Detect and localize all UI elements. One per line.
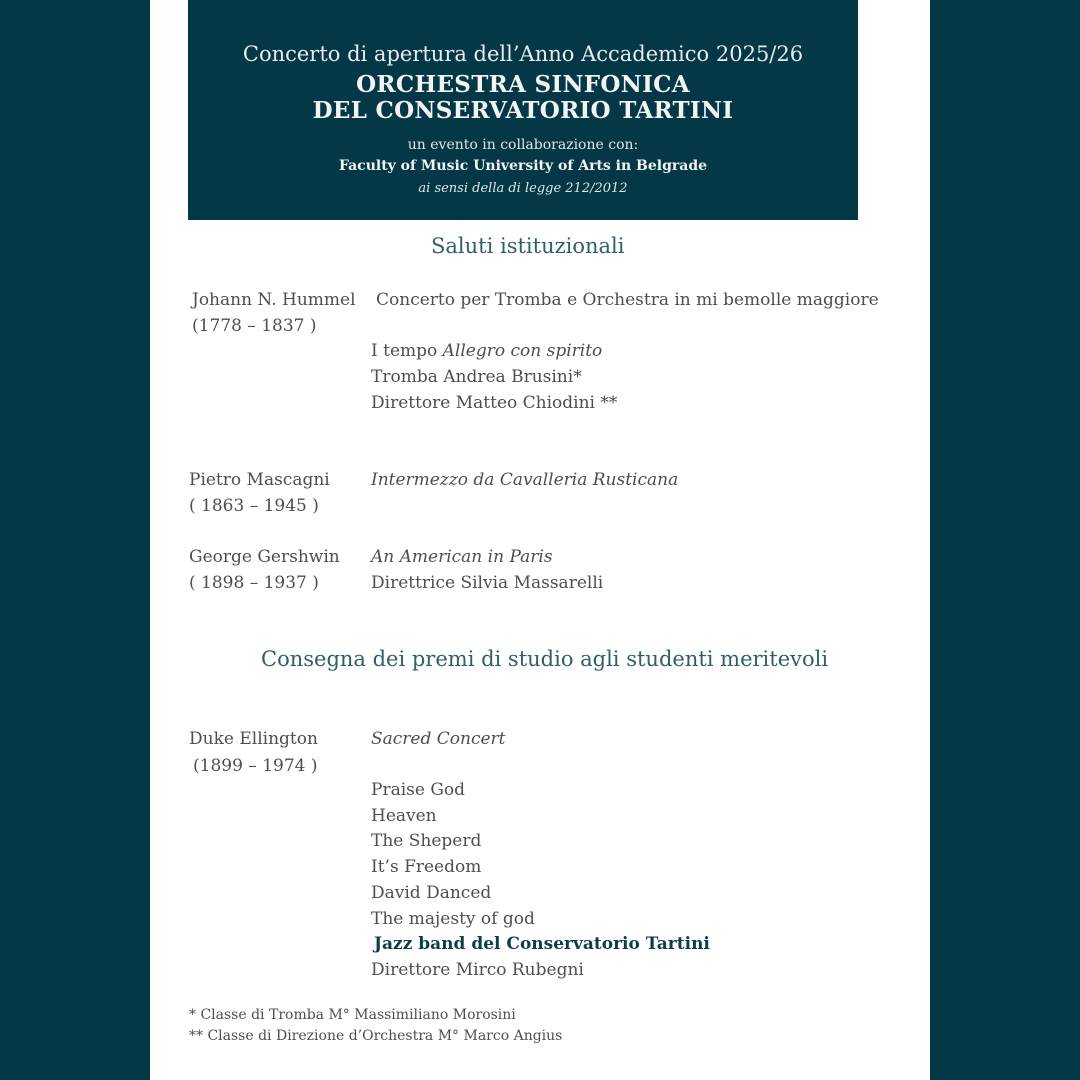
list-item: Heaven: [371, 806, 437, 826]
ensemble-ellington: Jazz band del Conservatorio Tartini: [374, 934, 710, 954]
partner-name: Faculty of Music University of Arts in Belgrade: [338, 158, 708, 174]
header-title-line2: DEL CONSERVATORIO TARTINI: [312, 97, 734, 124]
composer-gershwin: George Gershwin: [189, 547, 340, 567]
work-mascagni: Intermezzo da Cavalleria Rusticana: [371, 470, 679, 490]
collaboration-label: un evento in collaborazione con:: [407, 137, 639, 153]
footnote-trumpet-class: * Classe di Tromba M° Massimiliano Morosini: [189, 1007, 516, 1023]
composer-mascagni: Pietro Mascagni: [189, 470, 330, 490]
footnote-conducting-class: ** Classe di Direzione d’Orchestra M° Marco Angius: [189, 1028, 563, 1044]
section-heading-awards: Consegna dei premi di studio agli studenti meritevoli: [261, 647, 829, 671]
soloist-hummel: Tromba Andrea Brusini*: [371, 367, 582, 387]
law-reference: ai sensi della di legge 212/2012: [418, 181, 628, 196]
header-subtitle: Concerto di apertura dell’Anno Accademico 2025/26: [242, 42, 804, 66]
dates-gershwin: ( 1898 – 1937 ): [189, 573, 319, 593]
header-banner: [188, 0, 858, 220]
work-hummel: Concerto per Tromba e Orchestra in mi bemolle maggiore: [376, 290, 879, 310]
dates-ellington: (1899 – 1974 ): [193, 756, 318, 776]
dates-hummel: (1778 – 1837 ): [192, 316, 317, 336]
header-title-line1: ORCHESTRA SINFONICA: [356, 71, 690, 98]
list-item: Praise God: [371, 780, 466, 800]
section-heading-greetings: Saluti istituzionali: [431, 234, 625, 258]
work-ellington: Sacred Concert: [371, 729, 506, 749]
movement-tempo: Allegro con spirito: [442, 341, 603, 361]
conductor-ellington: Direttore Mirco Rubegni: [371, 960, 584, 980]
conductor-hummel: Direttore Matteo Chiodini **: [371, 393, 618, 413]
dates-mascagni: ( 1863 – 1945 ): [189, 496, 319, 516]
movement-hummel: [371, 341, 602, 361]
work-gershwin: An American in Paris: [371, 547, 553, 567]
composer-hummel: Johann N. Hummel: [192, 290, 356, 310]
list-item: The Sheperd: [371, 831, 482, 851]
list-item: It’s Freedom: [371, 857, 482, 877]
list-item: The majesty of god: [371, 909, 535, 929]
list-item: David Danced: [371, 883, 492, 903]
composer-ellington: Duke Ellington: [189, 729, 318, 749]
movement-label: I tempo: [371, 341, 438, 361]
conductor-gershwin: Direttrice Silvia Massarelli: [371, 573, 604, 593]
